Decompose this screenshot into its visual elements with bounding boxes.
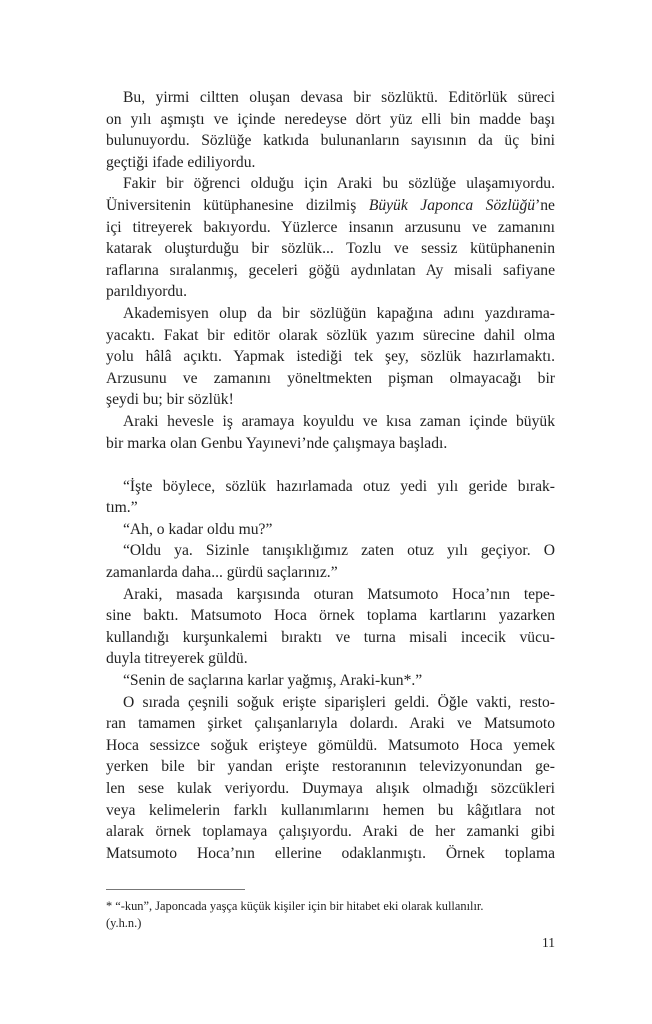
text-line: alarak örnek toplamaya çalışıyordu. Araki de her zamanki gibi [106, 823, 555, 841]
text-line: Matsumoto Hoca’nın ellerine odaklanmıştı. Örnek toplama [106, 844, 555, 862]
text-line: Fakir bir öğrenci olduğu için Araki bu sözlüğe ulaşamıyordu. [123, 175, 555, 193]
text-line: bulunuyordu. Sözlüğe katkıda bulunanların sayısının da üç bini [106, 132, 555, 150]
text-line: yerken bile bir yandan erişte restoranının televizyonundan ge- [106, 758, 555, 776]
text-line: Akademisyen olup da bir sözlüğün kapağına adını yazdırama- [123, 304, 555, 322]
footnote [106, 898, 555, 932]
text-line: “Oldu ya. Sizinle tanışıklığımız zaten otuz yılı geçiyor. O [123, 542, 555, 560]
body-text [106, 87, 555, 864]
text-line: “Senin de saçlarına karlar yağmış, Araki-kun*.” [123, 672, 423, 690]
text-line: veya kelimelerin farklı kullanımlarını hemen bu kâğıtlara not [106, 801, 555, 819]
footnote-line: * “-kun”, Japoncada yaşça küçük kişiler için bir hitabet eki olarak kullanılır. [106, 899, 484, 913]
text-line [106, 195, 555, 217]
footnote-line: (y.h.n.) [106, 916, 142, 930]
text-line: yacaktı. Fakat bir editör olarak sözlük yazım sürecine dahil olma [106, 326, 555, 344]
text-segment: ’ne [535, 196, 555, 214]
text-line: bir marka olan Genbu Yayınevi’nde çalışmaya başladı. [106, 434, 448, 452]
text-line: “İşte böylece, sözlük hazırlamada otuz yedi yılı geride bırak- [123, 477, 555, 495]
text-line: tım.” [106, 499, 138, 517]
text-line: “Ah, o kadar oldu mu?” [123, 520, 273, 538]
text-line: yolu hâlâ açıktı. Yapmak istediği tek şey, sözlük hazırlamaktı. [106, 348, 555, 366]
book-title: Büyük Japonca Sözlüğü [368, 196, 536, 214]
text-line: sine baktı. Matsumoto Hoca örnek toplama kartlarını yazarken [106, 607, 555, 625]
text-segment: Üniversitenin kütüphanesine dizilmiş [106, 196, 369, 214]
text-line: Arzusunu ve zamanını yöneltmekten pişman olmayacağı bir [106, 369, 555, 387]
text-line: on yılı aşmıştı ve içinde neredeyse dört yüz elli bin madde başı [106, 110, 555, 128]
text-line: Araki hevesle iş aramaya koyuldu ve kısa zaman içinde büyük [123, 412, 555, 430]
text-line: O sırada çeşnili soğuk erişte siparişleri geldi. Öğle vakti, resto- [123, 693, 555, 711]
text-line: katarak oluşturduğu bir sözlük... Tozlu ve sessiz kütüphanenin [106, 240, 555, 258]
text-line: geçtiği ifade ediliyordu. [106, 153, 256, 171]
text-line: raflarına sıralanmış, geceleri göğü aydınlatan Ay misali safiyane [106, 261, 555, 279]
text-line: Araki, masada karşısında oturan Matsumoto Hoca’nın tepe- [123, 585, 555, 603]
text-line: şeydi bu; bir sözlük! [106, 391, 234, 409]
page-number: 11 [542, 935, 555, 950]
blank-line [106, 454, 555, 476]
text-line: ran tamamen şirket çalışanlarıyla dolardı. Araki ve Matsumoto [106, 715, 555, 733]
text-line: zamanlarda daha... gürdü saçlarınız.” [106, 564, 338, 582]
text-line: içi titreyerek bakıyordu. Yüzlerce insanın arzusunu ve zamanını [106, 218, 555, 236]
text-line: duyla titreyerek güldü. [106, 650, 248, 668]
text-line: parıldıyordu. [106, 283, 187, 301]
text-line: len sese kulak veriyordu. Duymaya alışık olmadığı sözcükleri [106, 780, 555, 797]
text-line: kullandığı kurşunkalemi bıraktı ve turna misali incecik vücu- [106, 628, 555, 646]
footnote-divider [106, 889, 245, 890]
text-line: Bu, yirmi ciltten oluşan devasa bir sözlüktü. Editörlük süreci [123, 89, 555, 106]
text-line: Hoca sessizce soğuk erişteye gömüldü. Matsumoto Hoca yemek [106, 736, 555, 754]
